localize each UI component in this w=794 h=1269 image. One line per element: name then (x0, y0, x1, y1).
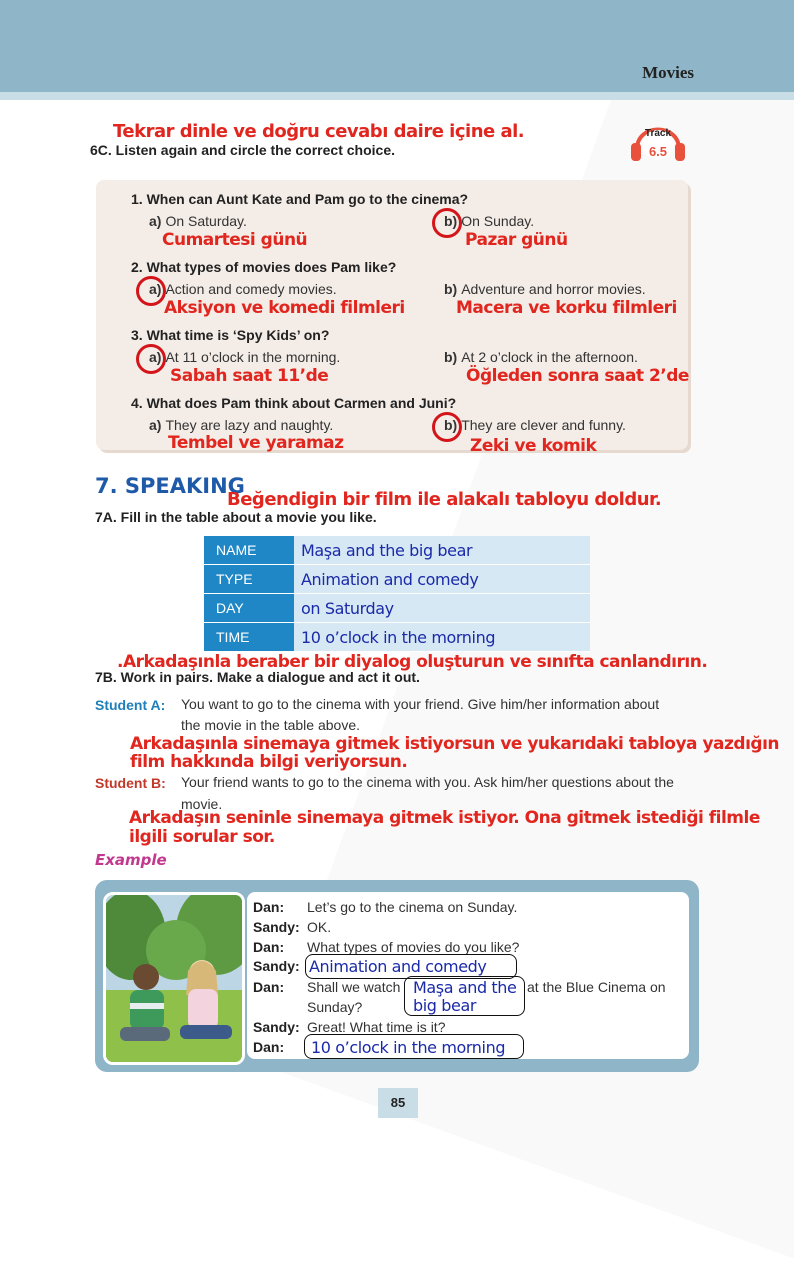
student-a-text-line1: You want to go to the cinema with your friend. Give him/her information about (181, 696, 660, 712)
q1-option-a[interactable]: a) On Saturday. (149, 213, 247, 229)
dialogue-line-5: Dan: Shall we watch (253, 979, 401, 995)
q4-option-a[interactable]: a) They are lazy and naughty. (149, 417, 334, 433)
example-label: Example (95, 851, 167, 869)
table-value[interactable]: Maşa and the big bear (294, 536, 590, 565)
answer-circle (136, 276, 166, 306)
speaking-translation: Beğendigin bir film ile alakalı tabloyu doldur. (227, 489, 662, 510)
dialogue-line-3: Dan: What types of movies do you like? (253, 939, 520, 955)
q4-option-b-translation: Zeki ve komik (470, 436, 597, 456)
q3-option-a-translation: Sabah saat 11’de (170, 366, 329, 386)
table-row (204, 623, 590, 652)
student-b-text-line1: Your friend wants to go to the cinema with you. Ask him/her questions about the (181, 774, 674, 790)
table-value[interactable]: 10 o’clock in the morning (294, 623, 590, 652)
q2-option-a[interactable]: a) Action and comedy movies. (149, 281, 337, 297)
task-7a: 7A. Fill in the table about a movie you like. (95, 509, 377, 525)
header-stripe (0, 92, 794, 100)
kids-photo (103, 892, 245, 1065)
dialogue-line-2: Sandy: OK. (253, 919, 332, 935)
q1-option-b[interactable]: b) On Sunday. (444, 213, 535, 229)
answer-circle (432, 208, 462, 238)
track-label: Track (644, 128, 672, 139)
question-1: 1. When can Aunt Kate and Pam go to the cinema? (131, 191, 469, 207)
q2-option-a-translation: Aksiyon ve komedi filmleri (164, 298, 405, 318)
dialogue-line-5-end: at the Blue Cinema on (527, 979, 666, 995)
answer-circle (432, 412, 462, 442)
section-6c-translation: Tekrar dinle ve doğru cevabı daire içine al. (113, 121, 525, 142)
question-4: 4. What does Pam think about Carmen and Juni? (131, 395, 457, 411)
table-key: TIME (204, 623, 294, 652)
student-a-translation-2: film hakkında bilgi veriyorsun. (130, 752, 408, 772)
dialogue-line-1: Dan: Let’s go to the cinema on Sunday. (253, 899, 518, 915)
student-a-label: Student A: (95, 697, 166, 713)
answer-box[interactable] (404, 976, 525, 1016)
answer-circle (136, 344, 166, 374)
header-title: Movies (642, 63, 694, 82)
answer-box[interactable] (304, 1034, 524, 1059)
student-b-translation-1: Arkadaşın seninle sinemaya gitmek istiyor. Ona gitmek istediği filmle (129, 808, 760, 828)
table-row (204, 536, 590, 565)
dialogue-line-6: Sandy: Great! What time is it? (253, 1019, 446, 1035)
student-b-translation-2: ilgili sorular sor. (129, 827, 275, 847)
question-3: 3. What time is ‘Spy Kids’ on? (131, 327, 330, 343)
section-6c-heading: 6C. Listen again and circle the correct choice. (90, 142, 395, 158)
student-b-text-line2: movie. (181, 796, 223, 812)
table-key: NAME (204, 536, 294, 565)
movie-table (204, 536, 590, 652)
student-b-label: Student B: (95, 775, 166, 791)
q2-option-b[interactable]: b) Adventure and horror movies. (444, 281, 646, 297)
q3-option-b[interactable]: b) At 2 o’clock in the afternoon. (444, 349, 638, 365)
table-row (204, 594, 590, 623)
table-row (204, 565, 590, 594)
dialogue-panel (247, 892, 689, 1059)
answer-text: Animation and comedy (309, 957, 487, 976)
dialogue-line-4: Sandy: (253, 958, 300, 974)
track-badge (629, 115, 687, 163)
table-value[interactable]: on Saturday (294, 594, 590, 623)
table-value[interactable]: Animation and comedy (294, 565, 590, 594)
speaking-title: 7. SPEAKING (95, 474, 245, 498)
q4-option-a-translation: Tembel ve yaramaz (168, 433, 344, 453)
q4-option-b[interactable]: b) They are clever and funny. (444, 417, 626, 433)
dialogue-line-7: Dan: (253, 1039, 285, 1055)
track-number: 6.5 (648, 144, 668, 159)
question-2: 2. What types of movies does Pam like? (131, 259, 397, 275)
q3-option-a[interactable]: a) At 11 o’clock in the morning. (149, 349, 341, 365)
task-7b-translation: .Arkadaşınla beraber bir diyalog oluşturun ve sınıfta canlandırın. (117, 652, 708, 672)
dialogue-line-5-cont: Sunday? (307, 999, 363, 1015)
q1-option-a-translation: Cumartesi günü (162, 230, 308, 250)
student-a-translation-1: Arkadaşınla sinemaya gitmek istiyorsun ve yukarıdaki tabloya yazdığın (130, 734, 779, 754)
answer-text: big bear (413, 996, 477, 1015)
answer-text: 10 o’clock in the morning (311, 1038, 506, 1057)
page-number: 85 (378, 1088, 418, 1118)
photo-illustration (106, 895, 242, 1062)
student-a-text-line2: the movie in the table above. (181, 717, 361, 733)
q1-option-b-translation: Pazar günü (465, 230, 568, 250)
table-key: TYPE (204, 565, 294, 594)
q2-option-b-translation: Macera ve korku filmleri (456, 298, 677, 318)
answer-text: Maşa and the (413, 978, 517, 997)
table-key: DAY (204, 594, 294, 623)
q3-option-b-translation: Öğleden sonra saat 2’de (466, 366, 689, 386)
task-7b: 7B. Work in pairs. Make a dialogue and act it out. (95, 669, 420, 685)
